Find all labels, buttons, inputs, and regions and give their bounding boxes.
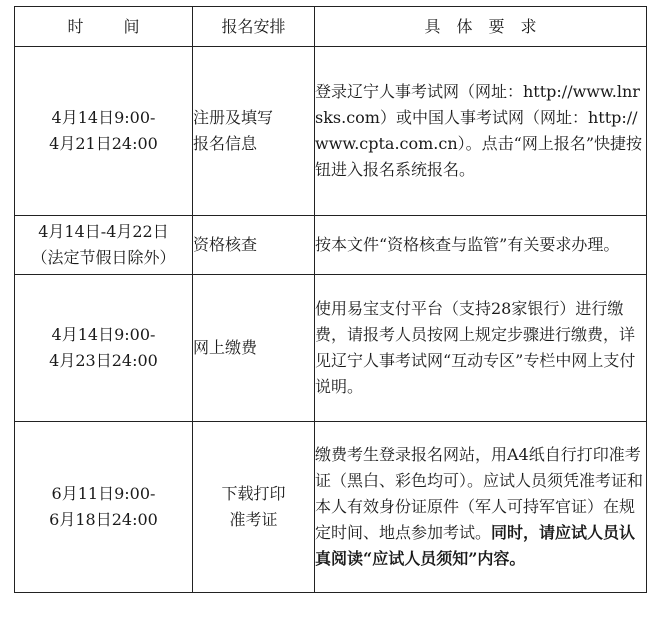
time-line: 6月11日9:00-	[51, 484, 156, 503]
requirement-text: 缴费考生登录报名网站，用A4纸自行打印准考证（黑白、彩色均可）。应试人员须凭准考证和本人有效身份证原件（军人可持军官证）在规定时间、地点参加考试。	[315, 445, 644, 542]
arrangement-cell	[193, 216, 315, 275]
header-time: 时间	[15, 7, 193, 47]
arrangement-line: 资格核查	[193, 235, 258, 254]
header-requirements: 具体要求	[315, 7, 647, 47]
requirement-cell	[315, 422, 647, 593]
arrangement-cell	[193, 422, 315, 593]
requirement-cell: 按本文件“资格核查与监管”有关要求办理。	[315, 216, 647, 275]
table-row	[15, 216, 647, 275]
time-cell	[15, 47, 193, 216]
time-line: （法定节假日除外）	[31, 248, 176, 267]
time-line: 4月21日24:00	[49, 134, 158, 153]
registration-schedule-table	[14, 6, 647, 593]
arrangement-cell	[193, 275, 315, 422]
table-row	[15, 422, 647, 593]
time-line: 4月14日-4月22日	[38, 222, 169, 241]
arrangement-line: 下载打印	[221, 484, 286, 503]
arrangement-line: 网上缴费	[193, 338, 258, 357]
time-cell	[15, 216, 193, 275]
requirement-bold-notice: 同时，请应试人员认真阅读“应试人员须知”内容。	[315, 523, 636, 568]
time-line: 4月14日9:00-	[51, 325, 156, 344]
arrangement-line: 报名信息	[193, 134, 258, 153]
time-cell	[15, 422, 193, 593]
table-row	[15, 275, 647, 422]
table-header-row	[15, 7, 647, 47]
table-row	[15, 47, 647, 216]
requirement-cell: 登录辽宁人事考试网（网址：http://www.lnrsks.com）或中国人事考试网（网址：http://www.cpta.com.cn）。点击“网上报名”快捷按钮进入报名系统报名。	[315, 47, 647, 216]
arrangement-line: 准考证	[229, 510, 278, 529]
requirement-cell: 使用易宝支付平台（支持28家银行）进行缴费，请报考人员按网上规定步骤进行缴费，详见辽宁人事考试网“互动专区”专栏中网上支付说明。	[315, 275, 647, 422]
time-line: 4月23日24:00	[49, 351, 158, 370]
time-line: 4月14日9:00-	[51, 108, 156, 127]
arrangement-cell	[193, 47, 315, 216]
time-cell	[15, 275, 193, 422]
header-arrangement: 报名安排	[193, 7, 315, 47]
time-line: 6月18日24:00	[49, 510, 158, 529]
arrangement-line: 注册及填写	[193, 108, 274, 127]
